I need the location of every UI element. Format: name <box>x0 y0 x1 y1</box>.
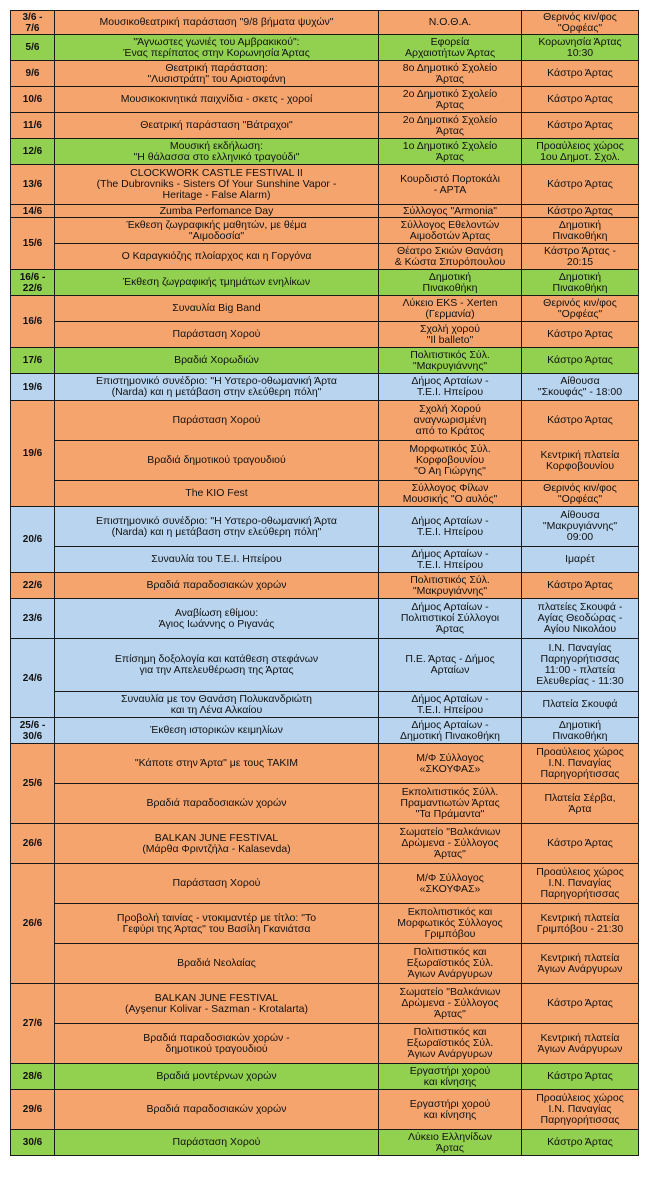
date-cell: 26/6 <box>11 864 55 984</box>
event-cell: Συναυλία Big Band <box>55 296 379 322</box>
organizer-cell: Λύκειο EKS - Xerten (Γερμανία) <box>379 296 522 322</box>
date-cell: 27/6 <box>11 984 55 1064</box>
schedule-row <box>11 374 639 401</box>
event-cell: Παράσταση Χορού <box>55 864 379 904</box>
schedule-row <box>11 87 639 113</box>
venue-cell: Κάστρο Άρτας <box>522 984 639 1024</box>
event-cell: Συναυλία με τον Θανάση Πολυκανδριώτη και τη Λένα Αλκαίου <box>55 692 379 718</box>
event-cell: Έκθεση ιστορικών κειμηλίων <box>55 718 379 744</box>
venue-cell: Κεντρική πλατεία Κορφοβουνίου <box>522 441 639 481</box>
date-cell: 22/6 <box>11 573 55 599</box>
schedule-row <box>11 824 639 864</box>
event-cell: Έκθεση ζωγραφικής μαθητών, με θέμα "Αιμοδοσία" <box>55 218 379 244</box>
schedule-row <box>11 296 639 322</box>
venue-cell: Προαύλειος χώρος Ι.Ν. Παναγίας Παρηγορήτισσας <box>522 864 639 904</box>
date-cell: 25/6 - 30/6 <box>11 718 55 744</box>
venue-cell: Κάστρο Άρτας <box>522 322 639 348</box>
events-schedule-table <box>10 10 639 1156</box>
date-cell: 17/6 <box>11 348 55 374</box>
venue-cell: Θερινός κιν/φος "Ορφέας" <box>522 481 639 507</box>
organizer-cell: Σχολή Χορού αναγνωρισμένη από το Κράτος <box>379 401 522 441</box>
venue-cell: Πλατεία Σκουφά <box>522 692 639 718</box>
schedule-row <box>11 322 639 348</box>
event-cell: Βραδιά παραδοσιακών χορών <box>55 573 379 599</box>
schedule-row <box>11 218 639 244</box>
venue-cell: Κάστρο Άρτας <box>522 61 639 87</box>
organizer-cell: Σχολή χορού "Il balleto" <box>379 322 522 348</box>
event-cell: BALKAN JUNE FESTIVAL (Ayşenur Kolivar - Sazman - Krotalarta) <box>55 984 379 1024</box>
organizer-cell: Εφορεία Αρχαιοτήτων Άρτας <box>379 35 522 61</box>
venue-cell: Αίθουσα "Μακρυγιάννης" 09:00 <box>522 507 639 547</box>
organizer-cell: Σύλλογος Εθελοντών Αιμοδοτών Άρτας <box>379 218 522 244</box>
schedule-row <box>11 639 639 692</box>
venue-cell: Κάστρο Άρτας <box>522 1064 639 1090</box>
event-cell: BALKAN JUNE FESTIVAL (Μάρθα Φριντζήλα - Kalasevda) <box>55 824 379 864</box>
organizer-cell: Μορφωτικός Σύλ. Κορφοβουνίου "Ο Αη Γιώργης" <box>379 441 522 481</box>
event-cell: Επιστημονικό συνέδριο: "Η Υστερο-οθωμανική Άρτα (Narda) και η μετάβαση στην ελεύθερη πόλη" <box>55 374 379 401</box>
venue-cell: Κεντρική πλατεία Άγιων Ανάργυρων <box>522 944 639 984</box>
date-cell: 10/6 <box>11 87 55 113</box>
schedule-row <box>11 744 639 784</box>
venue-cell: Δημοτική Πινακοθήκη <box>522 718 639 744</box>
venue-cell: Κάστρο Άρτας - 20:15 <box>522 244 639 270</box>
event-cell: Έκθεση ζωγραφικής τμημάτων ενηλίκων <box>55 270 379 296</box>
schedule-row <box>11 1024 639 1064</box>
date-cell: 13/6 <box>11 165 55 205</box>
date-cell: 15/6 <box>11 218 55 270</box>
venue-cell: Κάστρο Άρτας <box>522 824 639 864</box>
venue-cell: Ιμαρέτ <box>522 547 639 573</box>
organizer-cell: 2ο Δημοτικό Σχολείο Άρτας <box>379 113 522 139</box>
schedule-row <box>11 481 639 507</box>
schedule-row <box>11 864 639 904</box>
date-cell: 12/6 <box>11 139 55 165</box>
event-cell: Ο Καραγκιόζης πλοίαρχος και η Γοργόνα <box>55 244 379 270</box>
organizer-cell: Σύλλογος Φίλων Μουσικής "Ο αυλός" <box>379 481 522 507</box>
venue-cell: Θερινός κιν/φος "Ορφέας" <box>522 11 639 35</box>
schedule-body <box>11 11 639 1156</box>
date-cell: 11/6 <box>11 113 55 139</box>
organizer-cell: Σύλλογος "Armonia" <box>379 205 522 218</box>
schedule-row <box>11 244 639 270</box>
venue-cell: Πλατεία Σέρβα, Άρτα <box>522 784 639 824</box>
venue-cell: Θερινός κιν/φος "Ορφέας" <box>522 296 639 322</box>
venue-cell: Κάστρο Άρτας <box>522 87 639 113</box>
venue-cell: Δημοτική Πινακοθήκη <box>522 270 639 296</box>
organizer-cell: Πολιτιστικός Σύλ. "Μακρυγιάννης" <box>379 573 522 599</box>
date-cell: 9/6 <box>11 61 55 87</box>
event-cell: Βραδιά παραδοσιακών χορών <box>55 1090 379 1130</box>
organizer-cell: Σωματείο "Βαλκάνιων Δρώμενα - Σύλλογος Άρτας" <box>379 824 522 864</box>
schedule-row <box>11 599 639 639</box>
organizer-cell: Δήμος Αρταίων - Τ.Ε.Ι. Ηπείρου <box>379 547 522 573</box>
schedule-row <box>11 1064 639 1090</box>
organizer-cell: Πολιτιστικός και Εξωραϊστικός Σύλ. Άγιων Ανάργυρων <box>379 944 522 984</box>
schedule-row <box>11 1090 639 1130</box>
event-cell: Βραδιά παραδοσιακών χορών <box>55 784 379 824</box>
organizer-cell: Σωματείο "Βαλκάνιων Δρώμενα - Σύλλογος Άρτας" <box>379 984 522 1024</box>
schedule-row <box>11 61 639 87</box>
venue-cell: Δημοτική Πινακοθήκη <box>522 218 639 244</box>
date-cell: 14/6 <box>11 205 55 218</box>
event-cell: Βραδιά παραδοσιακών χορών - δημοτικού τραγουδιού <box>55 1024 379 1064</box>
venue-cell: Κάστρο Άρτας <box>522 401 639 441</box>
schedule-row <box>11 784 639 824</box>
schedule-row <box>11 904 639 944</box>
date-cell: 24/6 <box>11 639 55 718</box>
organizer-cell: Μ/Φ Σύλλογος «ΣΚΟΥΦΑΣ» <box>379 864 522 904</box>
schedule-row <box>11 139 639 165</box>
venue-cell: Προαύλειος χώρος Ι.Ν. Παναγίας Παρηγορήτισσας <box>522 744 639 784</box>
venue-cell: Αίθουσα "Σκουφάς" - 18:00 <box>522 374 639 401</box>
schedule-row <box>11 441 639 481</box>
event-cell: Βραδιά Χορωδιών <box>55 348 379 374</box>
organizer-cell: Κουρδιστό Πορτοκάλι - ΑΡΤΑ <box>379 165 522 205</box>
organizer-cell: Εκπολιτιστικός και Μορφωτικός Σύλλογος Γριμπόβου <box>379 904 522 944</box>
organizer-cell: Εργαστήρι χορού και κίνησης <box>379 1090 522 1130</box>
schedule-row <box>11 270 639 296</box>
event-cell: Zumba Perfomance Day <box>55 205 379 218</box>
schedule-row <box>11 113 639 139</box>
organizer-cell: Θέατρο Σκιών Θανάση & Κώστα Σπυρόπουλου <box>379 244 522 270</box>
venue-cell: Ι.Ν. Παναγίας Παρηγορήτισσας 11:00 - πλατεία Ελευθερίας - 11:30 <box>522 639 639 692</box>
venue-cell: Κεντρική πλατεία Άγιων Ανάργυρων <box>522 1024 639 1064</box>
date-cell: 23/6 <box>11 599 55 639</box>
date-cell: 3/6 - 7/6 <box>11 11 55 35</box>
event-cell: Βραδιά Νεολαίας <box>55 944 379 984</box>
schedule-row <box>11 401 639 441</box>
organizer-cell: Εργαστήρι χορού και κίνησης <box>379 1064 522 1090</box>
venue-cell: Κάστρο Άρτας <box>522 113 639 139</box>
venue-cell: Κάστρο Άρτας <box>522 573 639 599</box>
event-cell: Μουσική εκδήλωση: "Η θάλασσα στο ελληνικό τραγούδι" <box>55 139 379 165</box>
date-cell: 28/6 <box>11 1064 55 1090</box>
event-cell: Συναυλία του Τ.Ε.Ι. Ηπείρου <box>55 547 379 573</box>
schedule-row <box>11 11 639 35</box>
schedule-row <box>11 165 639 205</box>
schedule-row <box>11 944 639 984</box>
organizer-cell: 8ο Δημοτικό Σχολείο Άρτας <box>379 61 522 87</box>
organizer-cell: Π.Ε. Άρτας - Δήμος Αρταίων <box>379 639 522 692</box>
schedule-row <box>11 205 639 218</box>
date-cell: 26/6 <box>11 824 55 864</box>
organizer-cell: Δήμος Αρταίων - Τ.Ε.Ι. Ηπείρου <box>379 692 522 718</box>
schedule-row <box>11 718 639 744</box>
organizer-cell: 1ο Δημοτικό Σχολείο Άρτας <box>379 139 522 165</box>
organizer-cell: Δημοτική Πινακοθήκη <box>379 270 522 296</box>
venue-cell: Κάστρο Άρτας <box>522 348 639 374</box>
date-cell: 19/6 <box>11 401 55 507</box>
venue-cell: Προαύλειος χώρος 1ου Δημοτ. Σχολ. <box>522 139 639 165</box>
event-cell: Μουσικοθεατρική παράσταση "9/8 βήματα ψυχών" <box>55 11 379 35</box>
organizer-cell: Δήμος Αρταίων - Τ.Ε.Ι. Ηπείρου <box>379 374 522 401</box>
event-cell: Παράσταση Χορού <box>55 401 379 441</box>
venue-cell: πλατείες Σκουφά - Αγίας Θεοδώρας - Αγίου Νικολάου <box>522 599 639 639</box>
event-cell: Βραδιά δημοτικού τραγουδιού <box>55 441 379 481</box>
date-cell: 30/6 <box>11 1130 55 1156</box>
event-cell: Επίσημη δοξολογία και κατάθεση στεφάνων για την Απελευθέρωση της Άρτας <box>55 639 379 692</box>
organizer-cell: 2ο Δημοτικό Σχολείο Άρτας <box>379 87 522 113</box>
organizer-cell: Δήμος Αρταίων - Τ.Ε.Ι. Ηπείρου <box>379 507 522 547</box>
date-cell: 16/6 - 22/6 <box>11 270 55 296</box>
organizer-cell: Δήμος Αρταίων - Δημοτική Πινακοθήκη <box>379 718 522 744</box>
venue-cell: Κάστρο Άρτας <box>522 205 639 218</box>
event-cell: "Άγνωστες γωνιές του Αμβρακικού": Ένας περίπατος στην Κορωνησία Άρτας <box>55 35 379 61</box>
date-cell: 20/6 <box>11 507 55 573</box>
venue-cell: Κάστρο Άρτας <box>522 165 639 205</box>
schedule-row <box>11 692 639 718</box>
schedule-row <box>11 984 639 1024</box>
organizer-cell: Πολιτιστικός Σύλ. "Μακρυγιάννης" <box>379 348 522 374</box>
schedule-row <box>11 35 639 61</box>
venue-cell: Κάστρο Άρτας <box>522 1130 639 1156</box>
organizer-cell: Ν.Ο.Θ.Α. <box>379 11 522 35</box>
date-cell: 25/6 <box>11 744 55 824</box>
event-cell: "Κάποτε στην Άρτα" με τους ΤΑΚΙΜ <box>55 744 379 784</box>
event-cell: Παράσταση Χορού <box>55 322 379 348</box>
event-cell: Προβολή ταινίας - ντοκιμαντέρ με τίτλο: "Το Γεφύρι της Άρτας" του Βασίλη Γκανιάτσα <box>55 904 379 944</box>
event-cell: The KIO Fest <box>55 481 379 507</box>
schedule-row <box>11 573 639 599</box>
event-cell: Επιστημονικό συνέδριο: "Η Υστερο-οθωμανική Άρτα (Narda) και η μετάβαση στην ελεύθερη πόλη" <box>55 507 379 547</box>
date-cell: 16/6 <box>11 296 55 348</box>
venue-cell: Κορωνησία Άρτας 10:30 <box>522 35 639 61</box>
date-cell: 5/6 <box>11 35 55 61</box>
schedule-row <box>11 507 639 547</box>
event-cell: Παράσταση Χορού <box>55 1130 379 1156</box>
event-cell: Θεατρική παράσταση "Βάτραχοι" <box>55 113 379 139</box>
organizer-cell: Πολιτιστικός και Εξωραϊστικός Σύλ. Άγιων Ανάργυρων <box>379 1024 522 1064</box>
event-cell: Μουσικοκινητικά παιχνίδια - σκετς - χοροί <box>55 87 379 113</box>
organizer-cell: Μ/Φ Σύλλογος «ΣΚΟΥΦΑΣ» <box>379 744 522 784</box>
organizer-cell: Εκπολιτιστικός Σύλλ. Πραμαντιωτών Άρτας "Τα Πράμαντα" <box>379 784 522 824</box>
date-cell: 29/6 <box>11 1090 55 1130</box>
event-cell: CLOCKWORK CASTLE FESTIVAL II (The Dubrovniks - Sisters Of Your Sunshine Vapor - Heritage - False Alarm) <box>55 165 379 205</box>
date-cell: 19/6 <box>11 374 55 401</box>
event-cell: Θεατρική παράσταση: "Λυσιστράτη" του Αριστοφάνη <box>55 61 379 87</box>
venue-cell: Προαύλειος χώρος Ι.Ν. Παναγίας Παρηγορήτισσας <box>522 1090 639 1130</box>
schedule-row <box>11 348 639 374</box>
schedule-row <box>11 1130 639 1156</box>
event-cell: Αναβίωση εθίμου: Άγιος Ιωάννης ο Ριγανάς <box>55 599 379 639</box>
venue-cell: Κεντρική πλατεία Γριμπόβου - 21:30 <box>522 904 639 944</box>
event-cell: Βραδιά μοντέρνων χορών <box>55 1064 379 1090</box>
schedule-row <box>11 547 639 573</box>
organizer-cell: Λύκειο Ελληνίδων Άρτας <box>379 1130 522 1156</box>
organizer-cell: Δήμος Αρταίων - Πολιτιστικοί Σύλλογοι Άρτας <box>379 599 522 639</box>
